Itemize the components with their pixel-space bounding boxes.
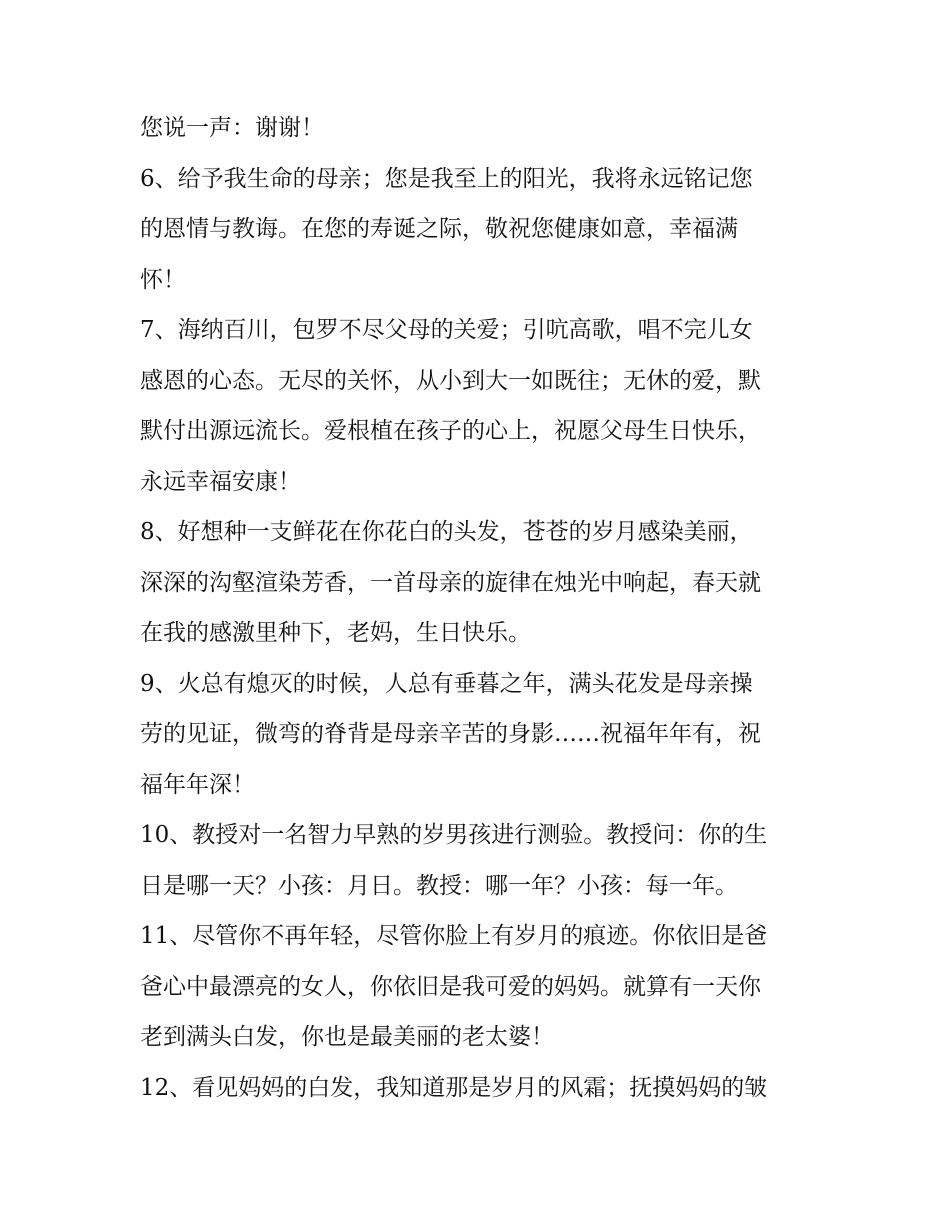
text-line: 永远幸福安康！ <box>140 468 301 495</box>
document-body <box>140 103 820 1113</box>
text-line: 深深的沟壑渲染芳香，一首母亲的旋律在烛光中响起，春天就 <box>140 569 761 596</box>
text-line: 感恩的心态。无尽的关怀，从小到大一如既往；无休的爱，默 <box>140 367 761 394</box>
text-line: 的恩情与教诲。在您的寿诞之际，敬祝您健康如意，幸福满 <box>140 216 738 242</box>
text-line: 默付出源远流长。爱根植在孩子的心上，祝愿父母生日快乐， <box>140 418 761 444</box>
text-line: 劳的见证，微弯的脊背是母亲辛苦的身影……祝福年年有，祝 <box>140 721 761 747</box>
text-line: 10、教授对一名智力早熟的岁男孩进行测验。教授问：你的生 <box>140 822 768 848</box>
text-line: 11、尽管你不再年轻，尽管你脸上有岁月的痕迹。你依旧是爸 <box>140 923 768 949</box>
text-line: 在我的感激里种下，老妈，生日快乐。 <box>140 620 531 646</box>
text-line: 12、看见妈妈的白发，我知道那是岁月的风霜；抚摸妈妈的皱 <box>140 1074 768 1101</box>
text-line: 怀！ <box>140 266 186 293</box>
text-line: 您说一声：谢谢！ <box>140 115 324 141</box>
text-line: 8、好想种一支鲜花在你花白的头发，苍苍的岁月感染美丽， <box>140 519 753 545</box>
text-line: 福年年深！ <box>140 771 255 798</box>
text-line: 日是哪一天？小孩：月日。教授：哪一年？小孩：每一年。 <box>140 872 738 899</box>
text-line: 6、给予我生命的母亲；您是我至上的阳光，我将永远铭记您 <box>140 165 753 192</box>
text-line: 爸心中最漂亮的女人，你依旧是我可爱的妈妈。就算有一天你 <box>140 973 761 1000</box>
text-line: 9、火总有熄灭的时候，人总有垂暮之年，满头花发是母亲操 <box>140 670 753 697</box>
text-line: 7、海纳百川，包罗不尽父母的关爱；引吭高歌，唱不完儿女 <box>140 317 753 343</box>
text-line: 老到满头白发，你也是最美丽的老太婆！ <box>140 1024 554 1050</box>
